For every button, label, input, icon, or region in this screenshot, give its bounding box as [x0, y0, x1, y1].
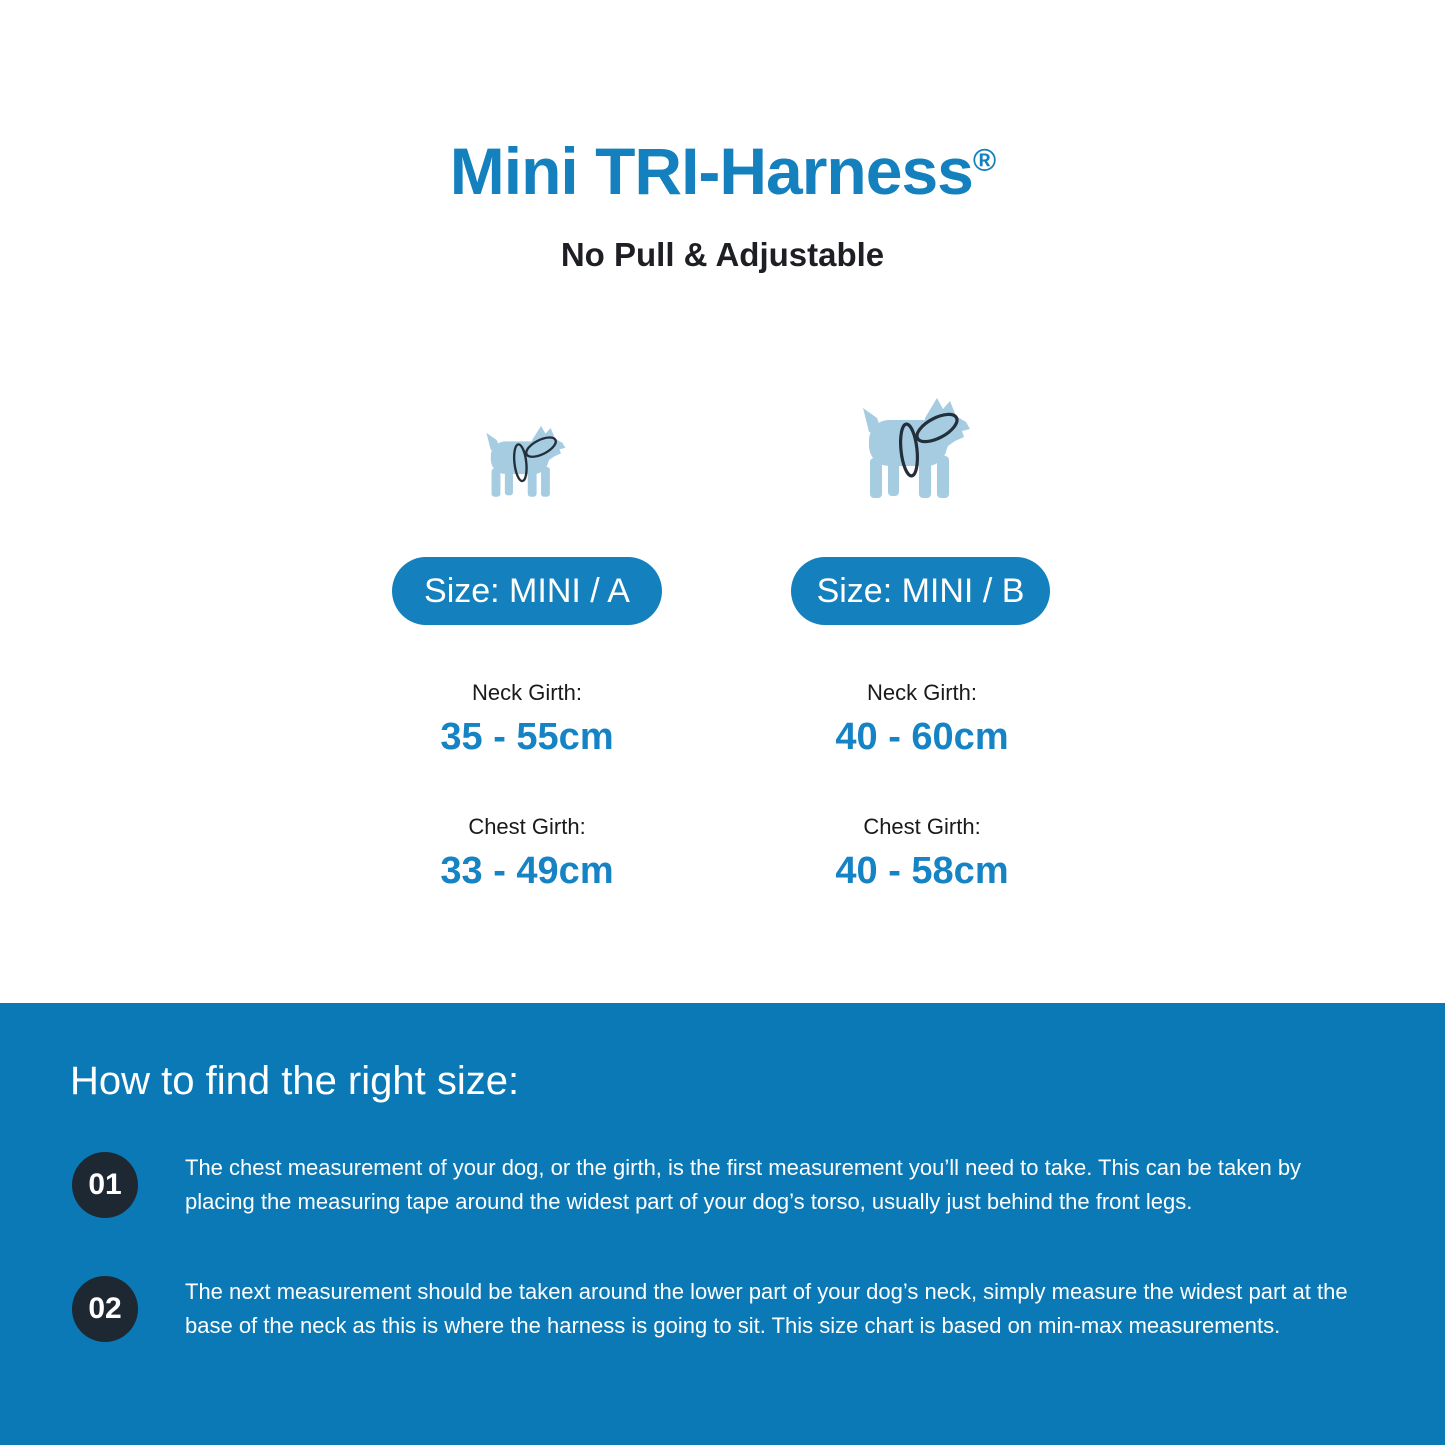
dog-with-harness-icon	[853, 394, 983, 504]
product-name: Mini TRI-Harness	[449, 134, 973, 208]
size-mini-a-button[interactable]: Size: MINI / A	[392, 557, 662, 625]
size-b-measurements	[770, 680, 1074, 894]
page-title	[0, 134, 1445, 210]
step-description: The chest measurement of your dog, or the girth, is the first measurement you’ll need to take. This can be taken by placing the measuring tape around the widest part of your dog’s torso, usually just behind the front legs.	[185, 1155, 1302, 1214]
registered-trademark-symbol: ®	[972, 142, 996, 178]
step-number-badge: 02	[72, 1276, 138, 1342]
size-mini-b-button[interactable]: Size: MINI / B	[791, 557, 1050, 625]
size-a-measurements	[377, 680, 677, 894]
neck-girth-value: 35 - 55cm	[440, 716, 614, 758]
chest-girth-value: 40 - 58cm	[835, 850, 1009, 892]
neck-girth-label: Neck Girth:	[471, 680, 583, 705]
chest-girth-label: Chest Girth:	[468, 814, 586, 839]
chest-girth-value: 33 - 49cm	[440, 850, 614, 892]
dog-with-harness-icon	[479, 423, 575, 501]
how-to-heading: How to find the right size:	[70, 1059, 520, 1103]
neck-girth-label: Neck Girth:	[866, 680, 978, 705]
step-row	[70, 1275, 1385, 1343]
how-to-section	[0, 1003, 1445, 1445]
step-description: The next measurement should be taken around the lower part of your dog’s neck, simply measure the widest part at the base of the neck as this is where the harness is going to sit. This size chart is based on min-max measurements.	[185, 1279, 1348, 1338]
neck-girth-value: 40 - 60cm	[835, 716, 1009, 758]
chest-girth-label: Chest Girth:	[863, 814, 981, 839]
page-subtitle: No Pull & Adjustable	[560, 236, 885, 273]
step-number-badge: 01	[72, 1152, 138, 1218]
step-row	[70, 1151, 1385, 1219]
